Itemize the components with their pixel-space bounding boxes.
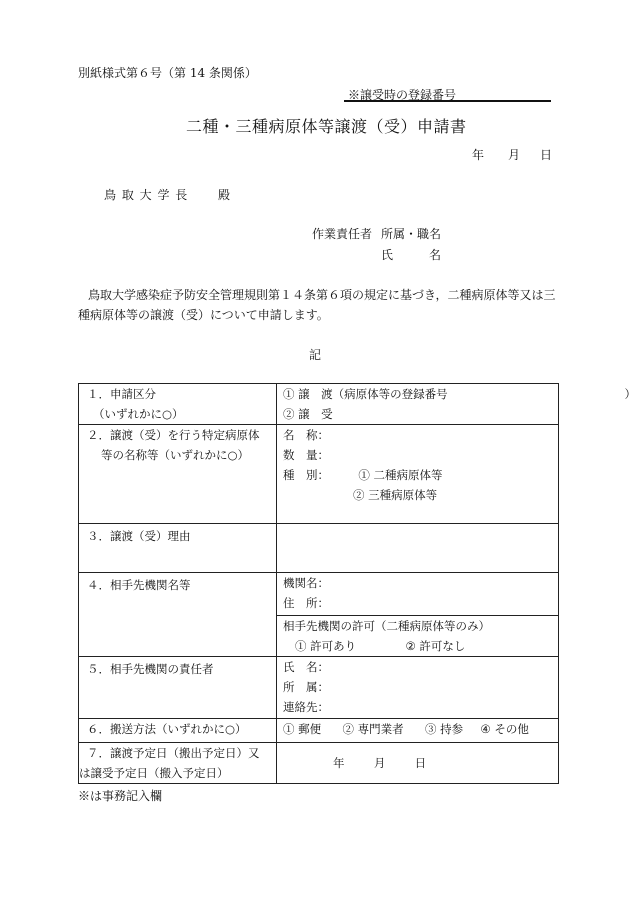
r5-name-field[interactable]: 氏 名： (283, 660, 329, 674)
footnote: ※は事務記入欄 (78, 789, 163, 803)
r2-label-2: 等の名称等（いずれかに○） (101, 448, 250, 462)
r6-option-carry[interactable]: ③ 持参 (424, 722, 464, 736)
date-day: 日 (540, 148, 553, 162)
registration-number-field[interactable] (344, 100, 551, 102)
r2-name-field[interactable]: 名 称： (283, 428, 329, 442)
r1-option-receive[interactable]: ② 譲 受 (283, 407, 333, 421)
row-partner-institution (79, 573, 559, 657)
form-number: 別紙様式第６号（第 14 条関係） (78, 66, 257, 80)
r5-contact-field[interactable]: 連絡先： (283, 700, 329, 714)
r4-permit-section (277, 615, 558, 656)
r4-permit-label: 相手先機関の許可（二種病原体等のみ） (283, 619, 490, 633)
r2-fields[interactable] (277, 425, 559, 524)
r5-fields[interactable] (277, 657, 559, 719)
r6-option-courier[interactable]: ② 専門業者 (342, 722, 404, 736)
r6-label: ６．搬送方法（いずれかに○） (87, 722, 247, 736)
r1-label-1: １．申請区分 (87, 387, 156, 401)
date-year: 年 (472, 148, 485, 162)
row-pathogen-info (79, 425, 559, 524)
r6-option-mail[interactable]: ① 郵便 (283, 722, 322, 736)
r7-date-field[interactable] (277, 743, 559, 784)
r7-label-2: は譲受予定日（搬入予定日） (79, 766, 229, 780)
ki-heading: 記 (309, 348, 322, 362)
r7-year: 年 (333, 756, 345, 770)
r6-options[interactable] (277, 719, 559, 743)
r1-label-2: （いずれかに○） (93, 407, 184, 421)
r3-reason-field[interactable] (277, 524, 559, 573)
r2-label-1: ２．譲渡（受）を行う特定病原体 (87, 428, 260, 442)
r4-org-field[interactable]: 機関名： (283, 576, 329, 590)
r4-permit-options[interactable] (283, 636, 558, 656)
row-application-type (79, 384, 559, 425)
r4-fields[interactable] (277, 573, 559, 657)
r1-options[interactable] (277, 384, 636, 425)
addressee-name: 鳥 取 大 学 長 (104, 188, 189, 202)
r5-label: ５．相手先機関の責任者 (87, 662, 214, 676)
row-partner-manager (79, 657, 559, 719)
registration-number-label: ※譲受時の登録番号 (348, 88, 457, 102)
document-title: 二種・三種病原体等譲渡（受）申請書 (186, 117, 467, 136)
r5-dept-field[interactable]: 所 属： (283, 680, 329, 694)
applicant-name-label: 氏 名 (381, 248, 442, 262)
row-scheduled-date (79, 743, 559, 784)
r2-kind-option-2[interactable]: ② 三種病原体等 (353, 488, 438, 502)
row-transfer-reason (79, 524, 559, 573)
r7-month: 月 (373, 756, 386, 770)
r4-address-field[interactable]: 住 所： (283, 596, 329, 610)
r4-permit-yes[interactable]: ① 許可あり (295, 639, 357, 653)
r7-label-1: ７．譲渡予定日（搬出予定日）又 (87, 746, 260, 760)
date-month: 月 (508, 148, 521, 162)
applicant-affiliation-label: 所属・職名 (381, 227, 442, 241)
r4-permit-no[interactable]: ② 許可なし (405, 639, 466, 653)
addressee-honorific: 殿 (218, 188, 231, 202)
applicant-role: 作業責任者 (312, 227, 373, 241)
row-delivery-method (79, 719, 559, 743)
r3-label: ３．譲渡（受）理由 (87, 529, 191, 543)
r4-label: ４．相手先機関名等 (87, 578, 191, 592)
r1-option-transfer[interactable]: ① 譲 渡（病原体等の登録番号 ） (283, 387, 636, 401)
application-form-table (78, 383, 636, 784)
body-text-line-2: 種病原体等の譲渡（受）について申請します。 (78, 308, 329, 322)
r2-quantity-field[interactable]: 数 量： (283, 448, 329, 462)
r2-kind-field[interactable]: 種 別： ① 二種病原体等 (283, 468, 443, 482)
r6-option-other[interactable]: ④ その他 (480, 722, 529, 736)
body-text-line-1: 鳥取大学感染症予防安全管理規則第１４条第６項の規定に基づき，二種病原体等又は三 (88, 288, 556, 302)
r7-day: 日 (414, 756, 427, 770)
r2-kind-option-1[interactable]: ① 二種病原体等 (358, 468, 443, 482)
